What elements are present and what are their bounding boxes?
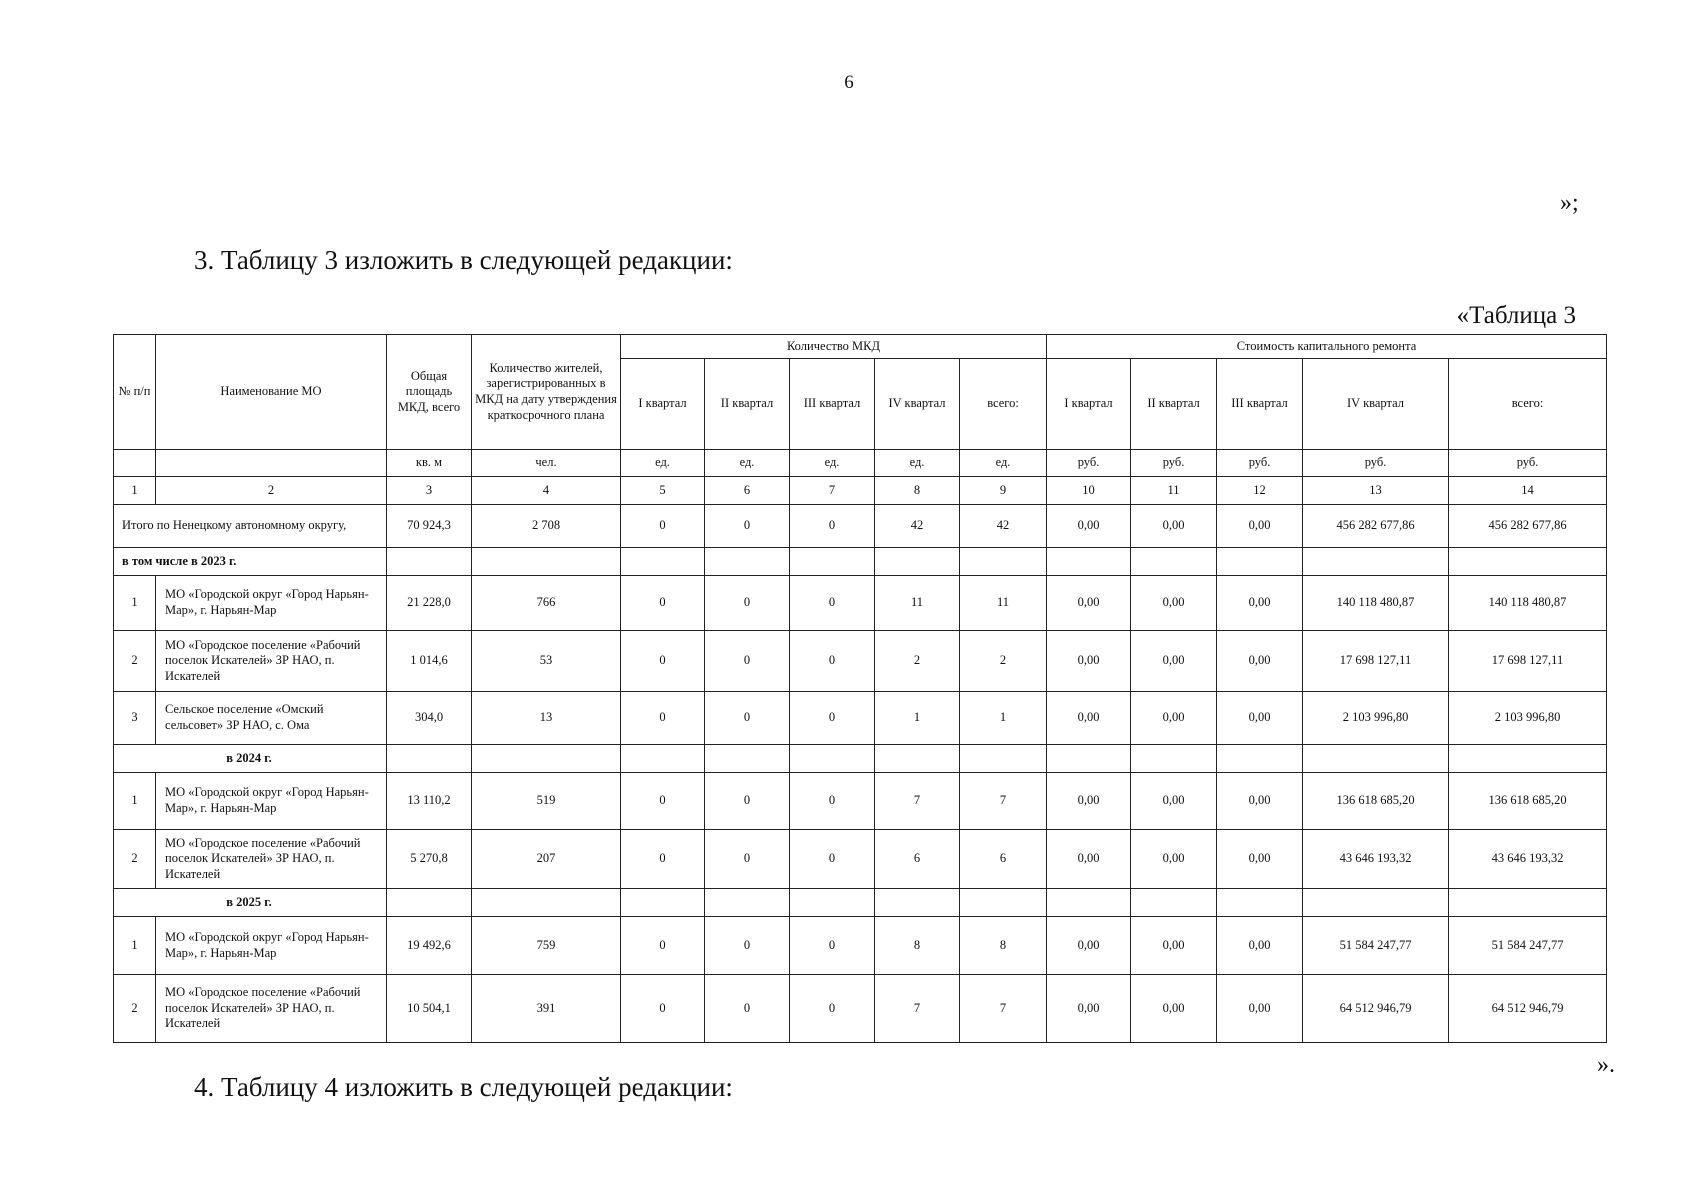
cell: 391 xyxy=(472,975,621,1043)
cell: 2 103 996,80 xyxy=(1303,692,1449,745)
total-cost-q3: 0,00 xyxy=(1217,505,1303,548)
cell: 0,00 xyxy=(1131,773,1217,830)
row-number: 1 xyxy=(114,917,156,975)
cell: 8 xyxy=(960,917,1047,975)
row-number: 1 xyxy=(114,576,156,631)
cell: 1 xyxy=(875,692,960,745)
cell: 0 xyxy=(790,917,875,975)
total-mkd-q2: 0 xyxy=(705,505,790,548)
section-row xyxy=(114,889,1607,917)
cell: 0,00 xyxy=(1217,773,1303,830)
header-mkd-count: Количество МКД xyxy=(621,335,1047,359)
cell: 0 xyxy=(705,631,790,692)
cell: 13 xyxy=(472,692,621,745)
cell: 0 xyxy=(790,773,875,830)
cell: 0 xyxy=(705,692,790,745)
cell: 0 xyxy=(705,975,790,1043)
unit-empty xyxy=(114,450,156,477)
cell: 21 228,0 xyxy=(387,576,472,631)
total-row xyxy=(114,505,1607,548)
total-cost-q2: 0,00 xyxy=(1131,505,1217,548)
column-number: 3 xyxy=(387,477,472,505)
cell: 43 646 193,32 xyxy=(1303,830,1449,889)
cell: 11 xyxy=(960,576,1047,631)
section-title: в том числе в 2023 г. xyxy=(114,548,387,576)
header-name: Наименование МО xyxy=(156,335,387,450)
cell: 19 492,6 xyxy=(387,917,472,975)
cell: 53 xyxy=(472,631,621,692)
table-row xyxy=(114,631,1607,692)
mo-name: МО «Городской округ «Город Нарьян-Мар», г. Нарьян-Мар xyxy=(156,917,387,975)
cell: 0 xyxy=(621,692,705,745)
cell: 0 xyxy=(705,576,790,631)
cell: 7 xyxy=(960,975,1047,1043)
unit-residents: чел. xyxy=(472,450,621,477)
column-number: 11 xyxy=(1131,477,1217,505)
cell: 140 118 480,87 xyxy=(1449,576,1607,631)
header-repair-cost: Стоимость капитального ремонта xyxy=(1047,335,1607,359)
mo-name: МО «Городское поселение «Рабочий поселок Искателей» ЗР НАО, п. Искателей xyxy=(156,830,387,889)
cell: 2 xyxy=(875,631,960,692)
header-mkd-q2: II квартал xyxy=(705,359,790,450)
table-row xyxy=(114,773,1607,830)
column-number: 2 xyxy=(156,477,387,505)
cell: 7 xyxy=(875,773,960,830)
cell: 304,0 xyxy=(387,692,472,745)
cell: 0,00 xyxy=(1217,917,1303,975)
header-cost-q2: II квартал xyxy=(1131,359,1217,450)
column-number: 4 xyxy=(472,477,621,505)
cell: 10 504,1 xyxy=(387,975,472,1043)
header-mkd-q3: III квартал xyxy=(790,359,875,450)
mo-name: МО «Городской округ «Город Нарьян-Мар», г. Нарьян-Мар xyxy=(156,773,387,830)
closing-quote-mark-end: ». xyxy=(1597,1052,1615,1078)
cell: 136 618 685,20 xyxy=(1303,773,1449,830)
cell: 140 118 480,87 xyxy=(1303,576,1449,631)
cell: 0 xyxy=(705,830,790,889)
cell: 51 584 247,77 xyxy=(1449,917,1607,975)
unit-mkd: ед. xyxy=(621,450,705,477)
cell: 0,00 xyxy=(1131,975,1217,1043)
column-number: 9 xyxy=(960,477,1047,505)
cell: 136 618 685,20 xyxy=(1449,773,1607,830)
header-cost-total: всего: xyxy=(1449,359,1607,450)
total-cost-q4: 456 282 677,86 xyxy=(1303,505,1449,548)
mo-name: МО «Городской округ «Город Нарьян-Мар», г. Нарьян-Мар xyxy=(156,576,387,631)
unit-cost: руб. xyxy=(1217,450,1303,477)
total-area: 70 924,3 xyxy=(387,505,472,548)
table-row xyxy=(114,692,1607,745)
cell: 0,00 xyxy=(1047,830,1131,889)
cell: 0,00 xyxy=(1047,576,1131,631)
cell: 759 xyxy=(472,917,621,975)
table-row xyxy=(114,975,1607,1043)
table-row xyxy=(114,576,1607,631)
column-number: 10 xyxy=(1047,477,1131,505)
capital-repair-table xyxy=(113,334,1607,1043)
cell: 0,00 xyxy=(1131,631,1217,692)
cell: 0,00 xyxy=(1047,631,1131,692)
cell: 0,00 xyxy=(1047,917,1131,975)
header-residents: Количество жителей, зарегистрированных в МКД на дату утверждения краткосрочного плана xyxy=(472,335,621,450)
row-number: 1 xyxy=(114,773,156,830)
cell: 0 xyxy=(621,830,705,889)
column-number: 5 xyxy=(621,477,705,505)
cell: 6 xyxy=(875,830,960,889)
cell: 0 xyxy=(790,975,875,1043)
cell: 0,00 xyxy=(1047,975,1131,1043)
total-cost-all: 456 282 677,86 xyxy=(1449,505,1607,548)
cell: 0 xyxy=(790,576,875,631)
section-title: в 2025 г. xyxy=(114,889,387,917)
header-area: Общая площадь МКД, всего xyxy=(387,335,472,450)
section-title: в 2024 г. xyxy=(114,745,387,773)
mo-name: Сельское поселение «Омский сельсовет» ЗР НАО, с. Ома xyxy=(156,692,387,745)
total-mkd-all: 42 xyxy=(960,505,1047,548)
mo-name: МО «Городское поселение «Рабочий поселок Искателей» ЗР НАО, п. Искателей xyxy=(156,631,387,692)
cell: 0,00 xyxy=(1047,773,1131,830)
unit-mkd: ед. xyxy=(875,450,960,477)
cell: 0,00 xyxy=(1217,975,1303,1043)
cell: 17 698 127,11 xyxy=(1449,631,1607,692)
row-number: 2 xyxy=(114,830,156,889)
total-residents: 2 708 xyxy=(472,505,621,548)
row-number: 3 xyxy=(114,692,156,745)
total-mkd-q4: 42 xyxy=(875,505,960,548)
cell: 64 512 946,79 xyxy=(1303,975,1449,1043)
total-mkd-q3: 0 xyxy=(790,505,875,548)
header-num: № п/п xyxy=(114,335,156,450)
closing-quote-mark: »; xyxy=(1560,190,1579,216)
unit-area: кв. м xyxy=(387,450,472,477)
cell: 0,00 xyxy=(1131,917,1217,975)
cell: 519 xyxy=(472,773,621,830)
cell: 0 xyxy=(790,631,875,692)
cell: 8 xyxy=(875,917,960,975)
table-row xyxy=(114,917,1607,975)
unit-mkd: ед. xyxy=(705,450,790,477)
heading-table-4: 4. Таблицу 4 изложить в следующей редакции: xyxy=(194,1072,733,1102)
cell: 0,00 xyxy=(1217,631,1303,692)
row-number: 2 xyxy=(114,975,156,1043)
cell: 0 xyxy=(790,692,875,745)
table-caption: «Таблица 3 xyxy=(1456,302,1576,329)
header-mkd-q1: I квартал xyxy=(621,359,705,450)
cell: 0,00 xyxy=(1217,576,1303,631)
cell: 0 xyxy=(621,631,705,692)
row-number: 2 xyxy=(114,631,156,692)
cell: 207 xyxy=(472,830,621,889)
cell: 6 xyxy=(960,830,1047,889)
cell: 0 xyxy=(705,773,790,830)
unit-cost: руб. xyxy=(1449,450,1607,477)
heading-table-3: 3. Таблицу 3 изложить в следующей редакции: xyxy=(194,245,733,275)
cell: 0 xyxy=(621,975,705,1043)
cell: 13 110,2 xyxy=(387,773,472,830)
column-number: 6 xyxy=(705,477,790,505)
cell: 0 xyxy=(621,917,705,975)
cell: 2 xyxy=(960,631,1047,692)
column-number: 14 xyxy=(1449,477,1607,505)
cell: 0,00 xyxy=(1047,692,1131,745)
cell: 7 xyxy=(960,773,1047,830)
mo-name: МО «Городское поселение «Рабочий поселок Искателей» ЗР НАО, п. Искателей xyxy=(156,975,387,1043)
column-number: 12 xyxy=(1217,477,1303,505)
unit-cost: руб. xyxy=(1131,450,1217,477)
unit-mkd: ед. xyxy=(790,450,875,477)
unit-cost: руб. xyxy=(1047,450,1131,477)
cell: 64 512 946,79 xyxy=(1449,975,1607,1043)
column-number: 13 xyxy=(1303,477,1449,505)
header-cost-q3: III квартал xyxy=(1217,359,1303,450)
header-cost-q4: IV квартал xyxy=(1303,359,1449,450)
cell: 0 xyxy=(790,830,875,889)
cell: 7 xyxy=(875,975,960,1043)
cell: 2 103 996,80 xyxy=(1449,692,1607,745)
unit-cost: руб. xyxy=(1303,450,1449,477)
cell: 17 698 127,11 xyxy=(1303,631,1449,692)
cell: 51 584 247,77 xyxy=(1303,917,1449,975)
header-cost-q1: I квартал xyxy=(1047,359,1131,450)
cell: 43 646 193,32 xyxy=(1449,830,1607,889)
cell: 0,00 xyxy=(1131,576,1217,631)
cell: 11 xyxy=(875,576,960,631)
section-row xyxy=(114,745,1607,773)
column-number: 8 xyxy=(875,477,960,505)
column-number: 7 xyxy=(790,477,875,505)
total-cost-q1: 0,00 xyxy=(1047,505,1131,548)
cell: 1 xyxy=(960,692,1047,745)
cell: 5 270,8 xyxy=(387,830,472,889)
cell: 0,00 xyxy=(1131,692,1217,745)
table-row xyxy=(114,830,1607,889)
unit-mkd: ед. xyxy=(960,450,1047,477)
cell: 0 xyxy=(621,576,705,631)
page-number: 6 xyxy=(844,72,854,93)
cell: 0,00 xyxy=(1217,830,1303,889)
unit-empty xyxy=(156,450,387,477)
cell: 0 xyxy=(621,773,705,830)
cell: 0 xyxy=(705,917,790,975)
cell: 0,00 xyxy=(1131,830,1217,889)
header-mkd-total: всего: xyxy=(960,359,1047,450)
cell: 0,00 xyxy=(1217,692,1303,745)
total-row-label: Итого по Ненецкому автономному округу, xyxy=(114,505,387,548)
cell: 766 xyxy=(472,576,621,631)
total-mkd-q1: 0 xyxy=(621,505,705,548)
section-row xyxy=(114,548,1607,576)
cell: 1 014,6 xyxy=(387,631,472,692)
header-mkd-q4: IV квартал xyxy=(875,359,960,450)
column-number: 1 xyxy=(114,477,156,505)
